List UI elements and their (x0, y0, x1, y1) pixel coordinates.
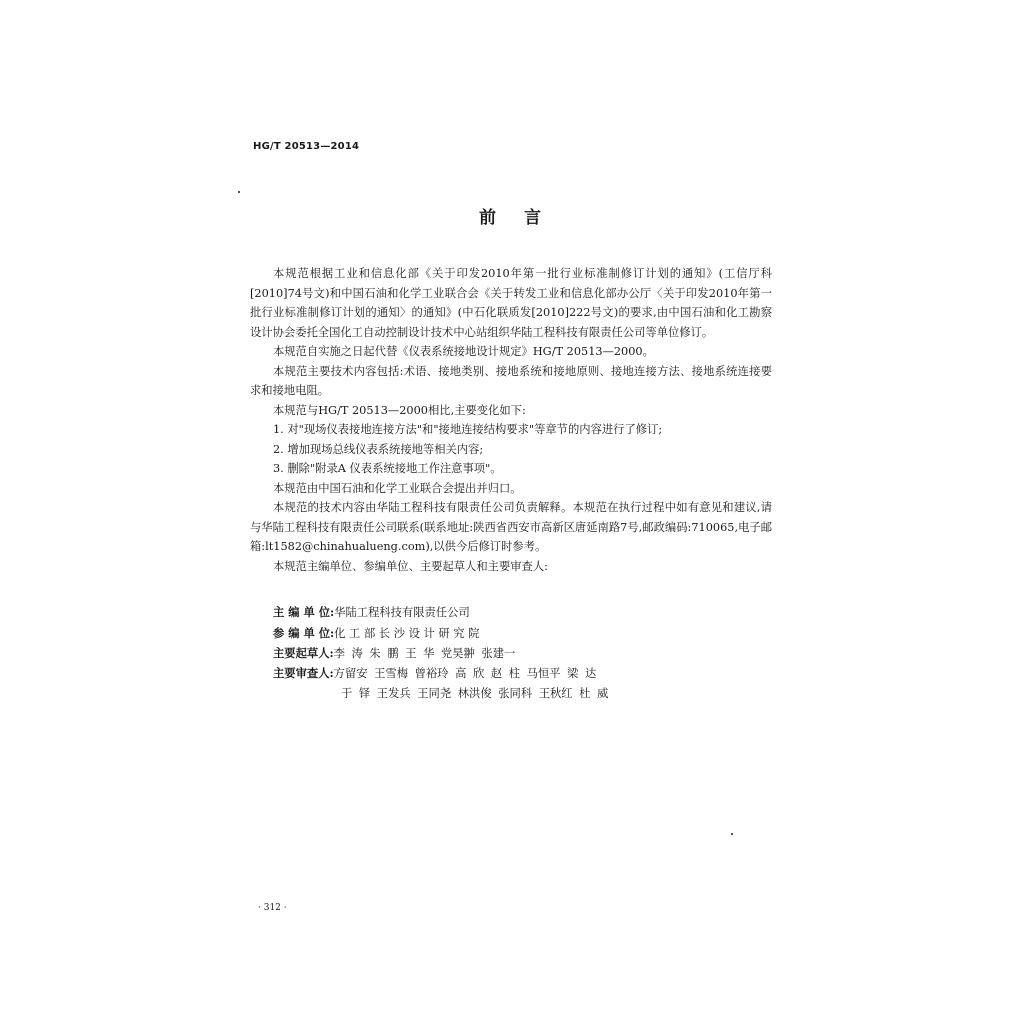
chief-editor-label: 主 编 单 位: (273, 605, 335, 619)
reviewers-value-1: 方留安 王雪梅 曾裕玲 高 欣 赵 柱 马恒平 梁 达 (333, 667, 597, 680)
reviewers-line (273, 665, 596, 681)
chief-editor-line (273, 604, 470, 620)
drafters-line (273, 645, 515, 661)
paragraph: 本规范根据工业和信息化部《关于印发2010年第一批行业标准制修订计划的通知》(工信厅科[2010]74号文)和中国石油和化学工业联合会《关于转发工业和信息化部办公厅〈关于印发2010年第一批行业标准制修订计划的通知〉的通知》(中石化联质发[2010]222号文)的要求,由中国石油和化工勘察设计协会委托全国化工自动控制设计技术中心站组织华陆工程科技有限责任公司等单位修订。 (250, 267, 772, 339)
paragraph: 本规范主要技术内容包括:术语、接地类别、接地系统和接地原则、接地连接方法、接地系统连接要求和接地电阻。 (250, 364, 772, 397)
standard-number: HG/T 20513—2014 (253, 141, 360, 152)
paragraph: 本规范的技术内容由华陆工程科技有限责任公司负责解释。本规范在执行过程中如有意见和建议,请与华陆工程科技有限责任公司联系(联系地址:陕西省西安市高新区唐延南路7号,邮政编码:710065,电子邮箱:lt1582@chinahualueng.com),以供今后修订时参考。 (250, 501, 772, 553)
document-body (250, 264, 772, 576)
reviewers-label: 主要审查人: (273, 666, 334, 680)
drafters-label: 主要起草人: (273, 646, 334, 660)
participant-line (273, 625, 479, 641)
chief-editor-value: 华陆工程科技有限责任公司 (334, 606, 470, 619)
reviewers-line-2 (341, 685, 608, 701)
paragraph: 本规范由中国石油和化学工业联合会提出并归口。 (273, 481, 522, 495)
list-item: 2. 增加现场总线仪表系统接地等相关内容; (273, 442, 484, 456)
page-title: 前言 (479, 208, 569, 228)
drafters-value: 李 涛 朱 鹏 王 华 党昊翀 张建一 (333, 647, 516, 660)
list-item: 1. 对"现场仪表接地连接方法"和"接地连接结构要求"等章节的内容进行了修订; (273, 423, 663, 436)
participant-label: 参 编 单 位: (273, 626, 335, 640)
scan-speck (731, 833, 733, 835)
paragraph: 本规范与HG/T 20513—2000相比,主要变化如下: (273, 403, 526, 417)
paragraph: 本规范主编单位、参编单位、主要起草人和主要审查人: (273, 559, 548, 573)
page-number: · 312 · (258, 903, 287, 913)
scan-speck (238, 191, 240, 193)
paragraph: 本规范自实施之日起代替《仪表系统接地设计规定》HG/T 20513—2000。 (273, 345, 654, 358)
list-item: 3. 删除"附录A 仪表系统接地工作注意事项"。 (273, 462, 502, 475)
reviewers-value-2: 于 铎 王发兵 王同尧 林洪俊 张同科 王秋红 杜 威 (341, 687, 609, 700)
participant-value: 化 工 部 长 沙 设 计 研 究 院 (334, 627, 480, 640)
